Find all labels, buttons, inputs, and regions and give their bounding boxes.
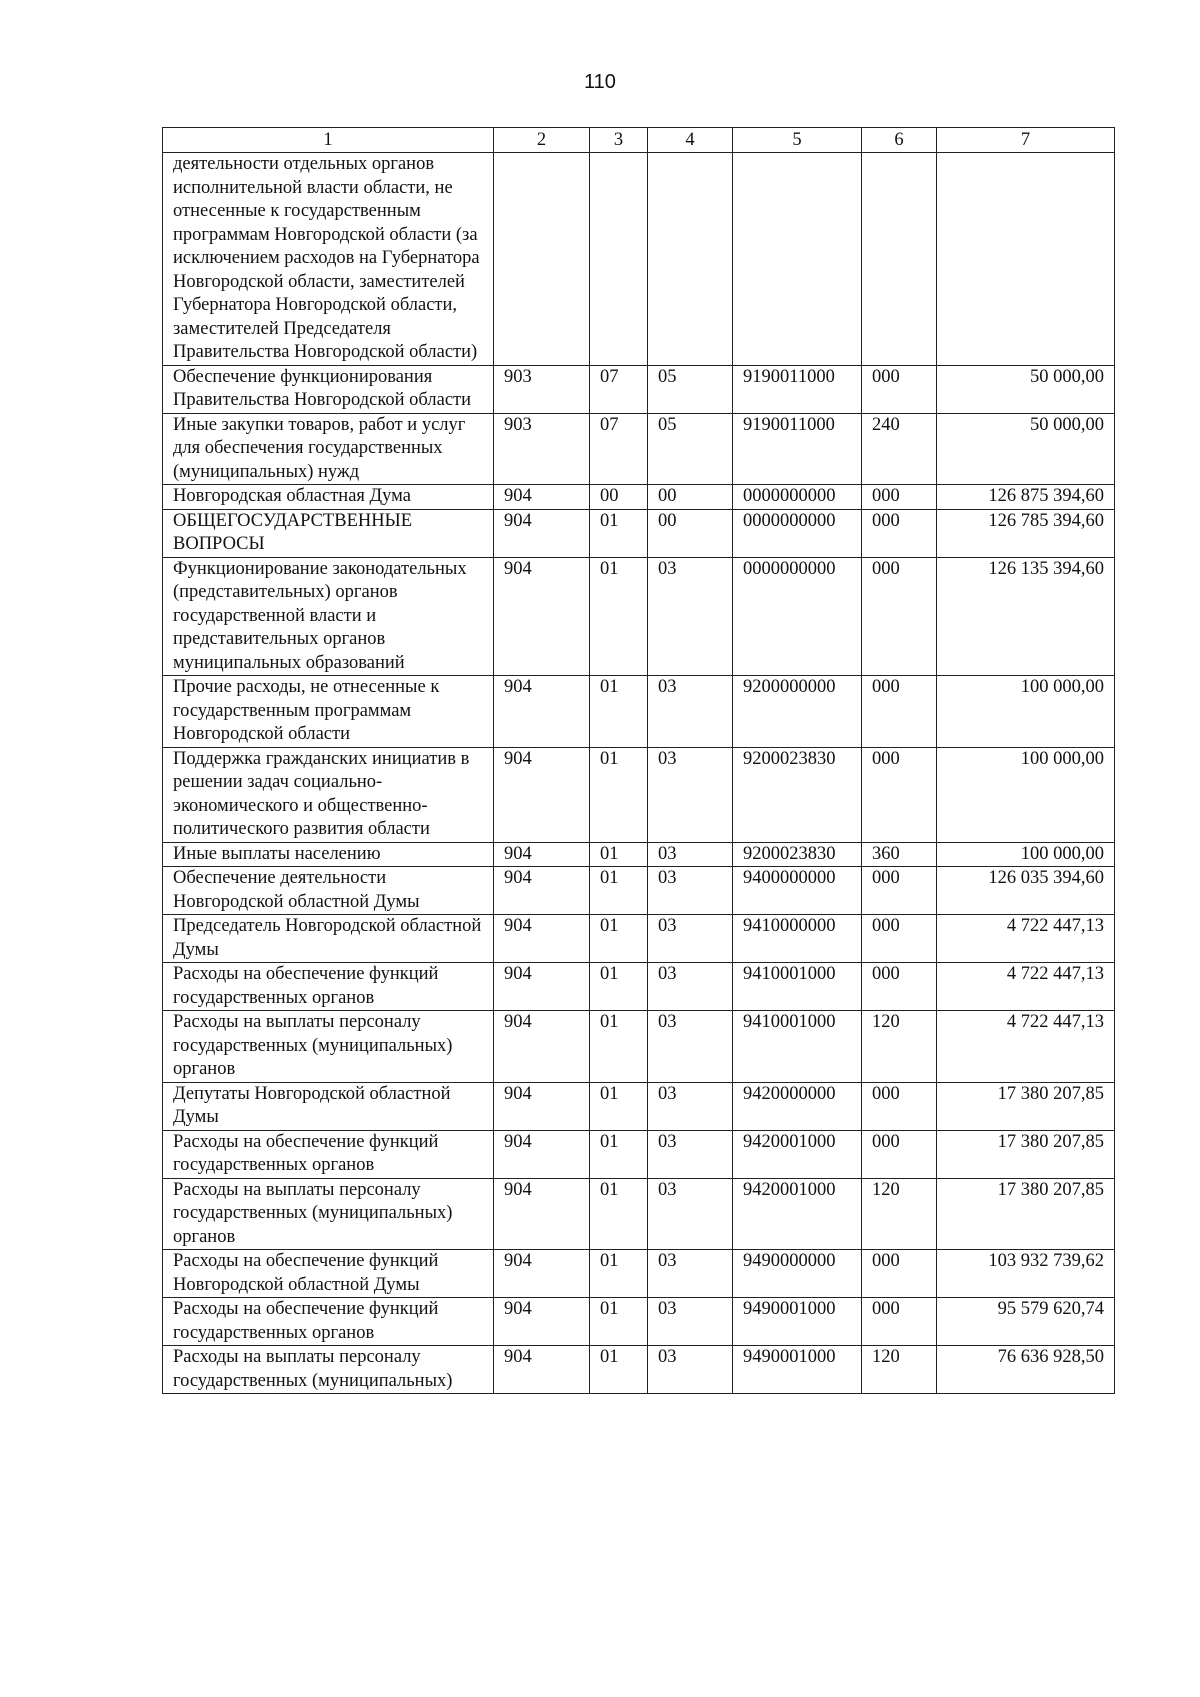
row-amount: 4 722 447,13 <box>937 915 1115 963</box>
row-code-3: 01 <box>590 1346 648 1394</box>
row-code-4: 03 <box>648 867 733 915</box>
table-row <box>163 557 1115 676</box>
row-code-5: 9200023830 <box>733 842 862 867</box>
row-code-2: 904 <box>494 915 590 963</box>
column-header-5: 5 <box>733 128 862 153</box>
row-code-5: 9200023830 <box>733 747 862 842</box>
row-amount: 17 380 207,85 <box>937 1130 1115 1178</box>
row-code-2: 904 <box>494 557 590 676</box>
row-code-3: 01 <box>590 557 648 676</box>
row-name: деятельности отдельных органов исполнительной власти области, не отнесенные к государственным программам Новгородской области (за исключением расходов на Губернатора Новгородской области, заместителей Губернатора Новгородской области, заместителей Председателя Правительства Новгородской области) <box>163 153 494 366</box>
row-code-2: 904 <box>494 747 590 842</box>
table-row <box>163 963 1115 1011</box>
row-code-4: 00 <box>648 509 733 557</box>
row-name: Расходы на выплаты персоналу государственных (муниципальных) органов <box>163 1011 494 1083</box>
row-code-5: 9490000000 <box>733 1250 862 1298</box>
table-row <box>163 1346 1115 1394</box>
row-amount: 95 579 620,74 <box>937 1298 1115 1346</box>
row-code-2: 903 <box>494 413 590 485</box>
row-amount: 17 380 207,85 <box>937 1082 1115 1130</box>
row-amount: 126 875 394,60 <box>937 485 1115 510</box>
row-code-3: 07 <box>590 365 648 413</box>
row-amount <box>937 153 1115 366</box>
row-code-5: 9420000000 <box>733 1082 862 1130</box>
row-name: Поддержка гражданских инициатив в решении задач социально-экономического и общественно-политического развития области <box>163 747 494 842</box>
row-code-5: 9420001000 <box>733 1130 862 1178</box>
row-code-2: 904 <box>494 1011 590 1083</box>
row-code-4: 03 <box>648 1298 733 1346</box>
row-code-3: 01 <box>590 915 648 963</box>
row-code-4: 03 <box>648 1082 733 1130</box>
row-amount: 126 135 394,60 <box>937 557 1115 676</box>
row-code-5: 0000000000 <box>733 509 862 557</box>
row-code-6: 000 <box>862 747 937 842</box>
row-amount: 100 000,00 <box>937 747 1115 842</box>
row-name: Иные закупки товаров, работ и услуг для обеспечения государственных (муниципальных) нужд <box>163 413 494 485</box>
row-code-3: 01 <box>590 867 648 915</box>
row-name: ОБЩЕГОСУДАРСТВЕННЫЕ ВОПРОСЫ <box>163 509 494 557</box>
row-code-4: 05 <box>648 365 733 413</box>
row-code-4: 03 <box>648 842 733 867</box>
row-code-3: 01 <box>590 1298 648 1346</box>
row-code-2: 904 <box>494 1346 590 1394</box>
row-code-4 <box>648 153 733 366</box>
row-code-6: 000 <box>862 963 937 1011</box>
column-header-6: 6 <box>862 128 937 153</box>
row-code-4: 03 <box>648 915 733 963</box>
row-code-3: 01 <box>590 1082 648 1130</box>
row-code-3: 01 <box>590 1250 648 1298</box>
row-code-6: 000 <box>862 1082 937 1130</box>
row-amount: 76 636 928,50 <box>937 1346 1115 1394</box>
row-name: Обеспечение деятельности Новгородской областной Думы <box>163 867 494 915</box>
row-code-6: 000 <box>862 1298 937 1346</box>
row-code-2: 904 <box>494 485 590 510</box>
row-code-3: 01 <box>590 676 648 748</box>
row-name: Функционирование законодательных (представительных) органов государственной власти и представительных органов муниципальных образований <box>163 557 494 676</box>
table-row <box>163 1298 1115 1346</box>
budget-table <box>162 127 1115 1394</box>
row-code-6: 000 <box>862 1130 937 1178</box>
table-row <box>163 1130 1115 1178</box>
table-row <box>163 842 1115 867</box>
row-amount: 126 035 394,60 <box>937 867 1115 915</box>
row-code-6: 000 <box>862 485 937 510</box>
row-code-4: 03 <box>648 1346 733 1394</box>
row-code-2: 904 <box>494 1250 590 1298</box>
row-code-4: 03 <box>648 1011 733 1083</box>
row-code-2: 903 <box>494 365 590 413</box>
row-amount: 4 722 447,13 <box>937 963 1115 1011</box>
row-code-6: 240 <box>862 413 937 485</box>
row-code-5: 9420001000 <box>733 1178 862 1250</box>
row-code-2: 904 <box>494 867 590 915</box>
row-code-5: 9200000000 <box>733 676 862 748</box>
row-amount: 126 785 394,60 <box>937 509 1115 557</box>
row-amount: 103 932 739,62 <box>937 1250 1115 1298</box>
row-code-3: 00 <box>590 485 648 510</box>
row-code-4: 03 <box>648 676 733 748</box>
row-code-5: 9490001000 <box>733 1346 862 1394</box>
row-code-3: 01 <box>590 842 648 867</box>
row-code-4: 03 <box>648 557 733 676</box>
page-number: 110 <box>584 71 616 93</box>
row-code-3 <box>590 153 648 366</box>
row-code-6: 000 <box>862 867 937 915</box>
row-name: Прочие расходы, не отнесенные к государственным программам Новгородской области <box>163 676 494 748</box>
row-code-2: 904 <box>494 1178 590 1250</box>
row-code-6: 000 <box>862 509 937 557</box>
table-row <box>163 153 1115 366</box>
table-header-row <box>163 128 1115 153</box>
row-code-5: 9400000000 <box>733 867 862 915</box>
row-code-5 <box>733 153 862 366</box>
row-code-4: 03 <box>648 1130 733 1178</box>
column-header-2: 2 <box>494 128 590 153</box>
table-row <box>163 676 1115 748</box>
row-name: Расходы на обеспечение функций государственных органов <box>163 963 494 1011</box>
row-code-3: 01 <box>590 963 648 1011</box>
table-row <box>163 1011 1115 1083</box>
row-name: Расходы на выплаты персоналу государственных (муниципальных) <box>163 1346 494 1394</box>
row-code-6: 000 <box>862 557 937 676</box>
row-code-3: 01 <box>590 1178 648 1250</box>
row-name: Обеспечение функционирования Правительства Новгородской области <box>163 365 494 413</box>
row-code-4: 03 <box>648 1250 733 1298</box>
column-header-4: 4 <box>648 128 733 153</box>
column-header-1: 1 <box>163 128 494 153</box>
row-code-5: 9490001000 <box>733 1298 862 1346</box>
row-code-6: 000 <box>862 1250 937 1298</box>
row-name: Новгородская областная Дума <box>163 485 494 510</box>
row-code-6: 000 <box>862 365 937 413</box>
row-code-3: 01 <box>590 509 648 557</box>
row-amount: 4 722 447,13 <box>937 1011 1115 1083</box>
row-name: Расходы на выплаты персоналу государственных (муниципальных) органов <box>163 1178 494 1250</box>
row-code-5: 9410001000 <box>733 1011 862 1083</box>
row-amount: 50 000,00 <box>937 413 1115 485</box>
table-row <box>163 1250 1115 1298</box>
row-code-6: 000 <box>862 915 937 963</box>
table-row <box>163 1178 1115 1250</box>
table-row <box>163 365 1115 413</box>
row-code-2: 904 <box>494 963 590 1011</box>
row-amount: 17 380 207,85 <box>937 1178 1115 1250</box>
table-row <box>163 413 1115 485</box>
table-row <box>163 915 1115 963</box>
row-code-6 <box>862 153 937 366</box>
row-code-3: 07 <box>590 413 648 485</box>
row-code-5: 9190011000 <box>733 413 862 485</box>
table-body <box>163 153 1115 1394</box>
row-name: Расходы на обеспечение функций Новгородской областной Думы <box>163 1250 494 1298</box>
row-code-6: 120 <box>862 1178 937 1250</box>
row-name: Председатель Новгородской областной Думы <box>163 915 494 963</box>
row-amount: 100 000,00 <box>937 676 1115 748</box>
row-code-2: 904 <box>494 676 590 748</box>
row-code-4: 05 <box>648 413 733 485</box>
row-name: Расходы на обеспечение функций государственных органов <box>163 1130 494 1178</box>
row-code-2 <box>494 153 590 366</box>
row-code-5: 0000000000 <box>733 557 862 676</box>
row-code-4: 03 <box>648 747 733 842</box>
row-name: Депутаты Новгородской областной Думы <box>163 1082 494 1130</box>
row-amount: 100 000,00 <box>937 842 1115 867</box>
row-code-5: 9410000000 <box>733 915 862 963</box>
row-code-5: 9190011000 <box>733 365 862 413</box>
row-code-2: 904 <box>494 842 590 867</box>
column-header-7: 7 <box>937 128 1115 153</box>
row-amount: 50 000,00 <box>937 365 1115 413</box>
row-code-5: 0000000000 <box>733 485 862 510</box>
row-code-5: 9410001000 <box>733 963 862 1011</box>
table-row <box>163 1082 1115 1130</box>
row-code-6: 000 <box>862 676 937 748</box>
row-code-2: 904 <box>494 1298 590 1346</box>
table-row <box>163 867 1115 915</box>
row-code-4: 03 <box>648 963 733 1011</box>
row-code-4: 03 <box>648 1178 733 1250</box>
row-code-6: 120 <box>862 1346 937 1394</box>
row-name: Расходы на обеспечение функций государственных органов <box>163 1298 494 1346</box>
row-code-3: 01 <box>590 1011 648 1083</box>
row-code-2: 904 <box>494 1082 590 1130</box>
column-header-3: 3 <box>590 128 648 153</box>
row-code-4: 00 <box>648 485 733 510</box>
table-row <box>163 747 1115 842</box>
row-code-2: 904 <box>494 1130 590 1178</box>
row-code-3: 01 <box>590 747 648 842</box>
table-row <box>163 485 1115 510</box>
row-code-6: 360 <box>862 842 937 867</box>
row-name: Иные выплаты населению <box>163 842 494 867</box>
row-code-2: 904 <box>494 509 590 557</box>
row-code-3: 01 <box>590 1130 648 1178</box>
row-code-6: 120 <box>862 1011 937 1083</box>
table-row <box>163 509 1115 557</box>
